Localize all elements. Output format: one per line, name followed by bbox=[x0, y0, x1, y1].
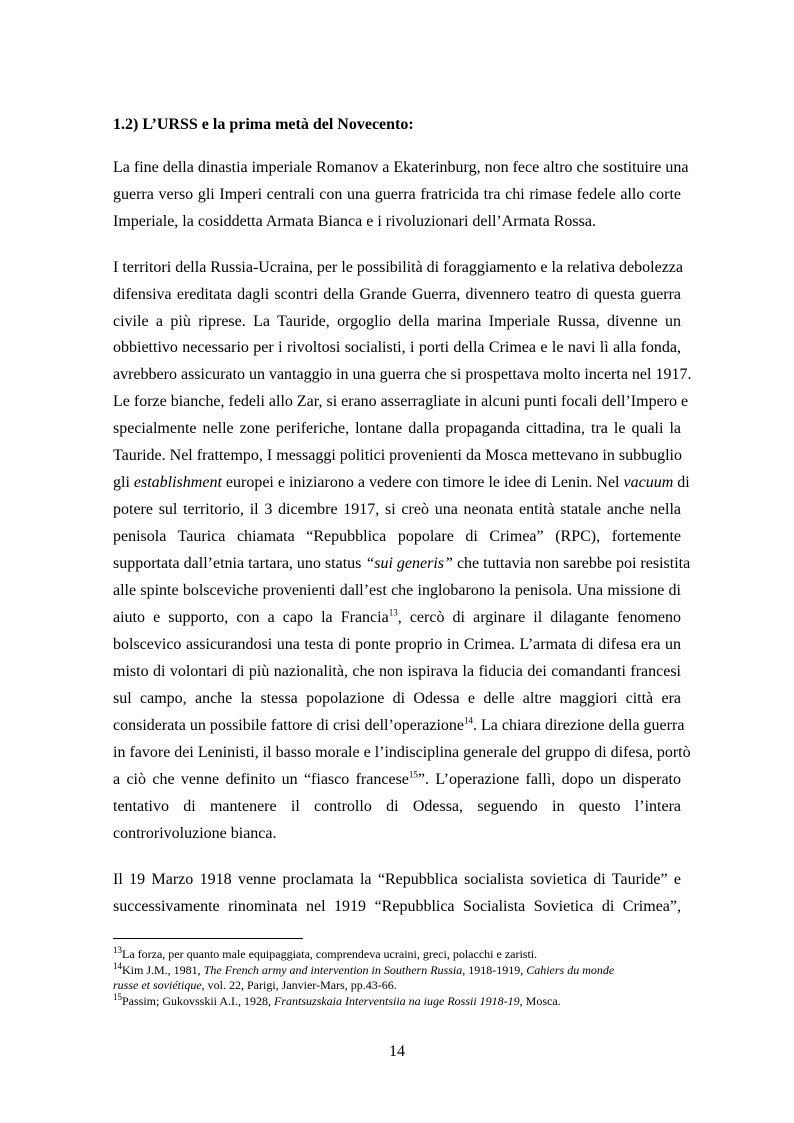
paragraph-2-line-18 bbox=[113, 715, 685, 736]
footnote-14-continued bbox=[113, 978, 713, 993]
section-heading: 1.2) L’URSS e la prima metà del Novecento: bbox=[113, 116, 414, 133]
footnote-text: Kim J.M., 1981, bbox=[122, 963, 204, 977]
paragraph-2-line-7: specialmente nelle zone periferiche, lontane dalla propaganda cittadina, tra le quali la bbox=[113, 420, 681, 437]
text-run: europei e iniziarono a vedere con timore le idee di Lenin. Nel bbox=[221, 474, 624, 491]
footnote-text: La forza, per quanto male equipaggiata, comprendeva ucraini, greci, polacchi e zaristi. bbox=[122, 947, 538, 961]
footnote-15 bbox=[113, 994, 713, 1009]
page-number: 14 bbox=[389, 1043, 405, 1060]
paragraph-2-line-11: penisola Taurica chiamata “Repubblica popolare di Crimea” (RPC), fortemente bbox=[113, 528, 681, 545]
text-run: , cercò di arginare il dilagante fenomeno bbox=[397, 609, 682, 626]
footnote-ref-14[interactable]: 14 bbox=[463, 715, 473, 726]
paragraph-2-line-8: Tauride. Nel frattempo, I messaggi politici provenienti da Mosca mettevano in subbuglio bbox=[113, 447, 682, 464]
footnote-separator bbox=[113, 938, 303, 939]
footnote-text: , 1918-1919, bbox=[462, 963, 527, 977]
paragraph-2-line-10: potere sul territorio, il 3 dicembre 1917, si creò una neonata entità statale anche nella bbox=[113, 501, 681, 518]
paragraph-1-line-2: guerra verso gli Imperi centrali con una guerra fratricida tra chi rimase fedele allo corte bbox=[113, 186, 681, 203]
text-run: che tuttavia non sarebbe poi resistita bbox=[452, 555, 691, 572]
italic-term: establishment bbox=[133, 474, 222, 491]
paragraph-2-line-5: avrebbero assicurato un vantaggio in una guerra che si prospettava molto incerta nel 1917. bbox=[113, 366, 692, 383]
text-run: . La chiara direzione della guerra bbox=[472, 717, 685, 734]
paragraph-2-line-2: difensiva ereditata dagli scontri della Grande Guerra, divennero teatro di questa guerra bbox=[113, 286, 681, 303]
text-run: considerata un possibile fattore di crisi dell’operazione bbox=[113, 717, 464, 734]
paragraph-2-line-6: Le forze bianche, fedeli allo Zar, si erano asserragliate in alcuni punti focali dell’Impero e bbox=[113, 393, 689, 410]
paragraph-2-line-9 bbox=[113, 473, 690, 493]
paragraph-2-line-22: controrivoluzione bianca. bbox=[113, 825, 277, 842]
paragraph-1-line-1: La fine della dinastia imperiale Romanov a Ekaterinburg, non fece altro che sostituire una bbox=[113, 159, 689, 176]
text-run: supportata dall’etnia tartara, uno status bbox=[113, 555, 366, 572]
paragraph-2-line-3: civile a più riprese. La Tauride, orgoglio della marina Imperiale Russa, divenne un bbox=[113, 313, 681, 330]
text-run: gli bbox=[113, 474, 134, 491]
text-run: aiuto e supporto, con a capo la Francia bbox=[113, 609, 389, 626]
footnote-number: 14 bbox=[113, 961, 122, 971]
footnote-ref-15[interactable]: 15 bbox=[408, 769, 418, 780]
paragraph-2-line-1: I territori della Russia-Ucraina, per le possibilità di foraggiamento e la relativa debolezza bbox=[113, 259, 683, 276]
footnote-14 bbox=[113, 963, 713, 978]
footnote-number: 15 bbox=[113, 992, 122, 1002]
paragraph-2-line-16: misto di volontari di più nazionalità, che non ispirava la fiducia dei comandanti francesi bbox=[113, 663, 681, 680]
text-run: di bbox=[673, 474, 690, 491]
paragraph-2-line-20 bbox=[113, 770, 681, 790]
paragraph-1-line-3: Imperiale, la cosiddetta Armata Bianca e i rivoluzionari dell’Armata Rossa. bbox=[113, 213, 596, 230]
footnote-text: , Mosca. bbox=[519, 994, 561, 1008]
footnote-journal: Cahiers du monde bbox=[526, 963, 615, 977]
paragraph-2-line-15: bolscevico assicurandosi una testa di ponte proprio in Crimea. L’armata di difesa era un bbox=[113, 636, 681, 653]
paragraph-2-line-12 bbox=[113, 554, 691, 574]
text-run: ”. L’operazione fallì, dopo un disperato bbox=[417, 771, 682, 788]
paragraph-2-line-13: alle spinte bolsceviche provenienti dall’est che inglobarono la penisola. Una missione di bbox=[113, 582, 681, 599]
paragraph-2-line-19: in favore dei Leninisti, il basso morale e l’indisciplina generale del gruppo di difesa, portò bbox=[113, 744, 691, 761]
paragraph-3-line-1: Il 19 Marzo 1918 venne proclamata la “Repubblica socialista sovietica di Tauride” e bbox=[113, 871, 681, 888]
footnote-text: , vol. 22, Parigi, Janvier-Mars, pp.43-66. bbox=[201, 978, 397, 992]
footnote-journal: russe et soviétique bbox=[113, 978, 202, 992]
paragraph-2-line-4: obbiettivo necessario per i rivoltosi socialisti, i porti della Crimea e le navi lì alla fonda, bbox=[113, 339, 681, 356]
footnote-title: Frantsuzskaia Interventsiia na iuge Rossii 1918-19 bbox=[274, 994, 520, 1008]
italic-term: vacuum bbox=[623, 474, 674, 491]
footnote-number: 13 bbox=[113, 945, 122, 955]
paragraph-2-line-14 bbox=[113, 608, 681, 628]
paragraph-2-line-21: tentativo di mantenere il controllo di Odessa, seguendo in questo l’intera bbox=[113, 798, 681, 815]
text-run: a ciò che venne definito un “fiasco francese bbox=[113, 771, 409, 788]
footnote-13 bbox=[113, 947, 713, 962]
italic-term: “sui generis” bbox=[365, 555, 453, 572]
paragraph-3-line-2: successivamente rinominata nel 1919 “Repubblica Socialista Sovietica di Crimea”, bbox=[113, 898, 681, 915]
footnote-ref-13[interactable]: 13 bbox=[388, 607, 398, 618]
footnote-title: The French army and intervention in Southern Russia bbox=[203, 963, 463, 977]
footnote-text: Passim; Gukovsskii A.I., 1928, bbox=[122, 994, 275, 1008]
paragraph-2-line-17: sul campo, anche la stessa popolazione di Odessa e delle altre maggiori città era bbox=[113, 690, 681, 707]
